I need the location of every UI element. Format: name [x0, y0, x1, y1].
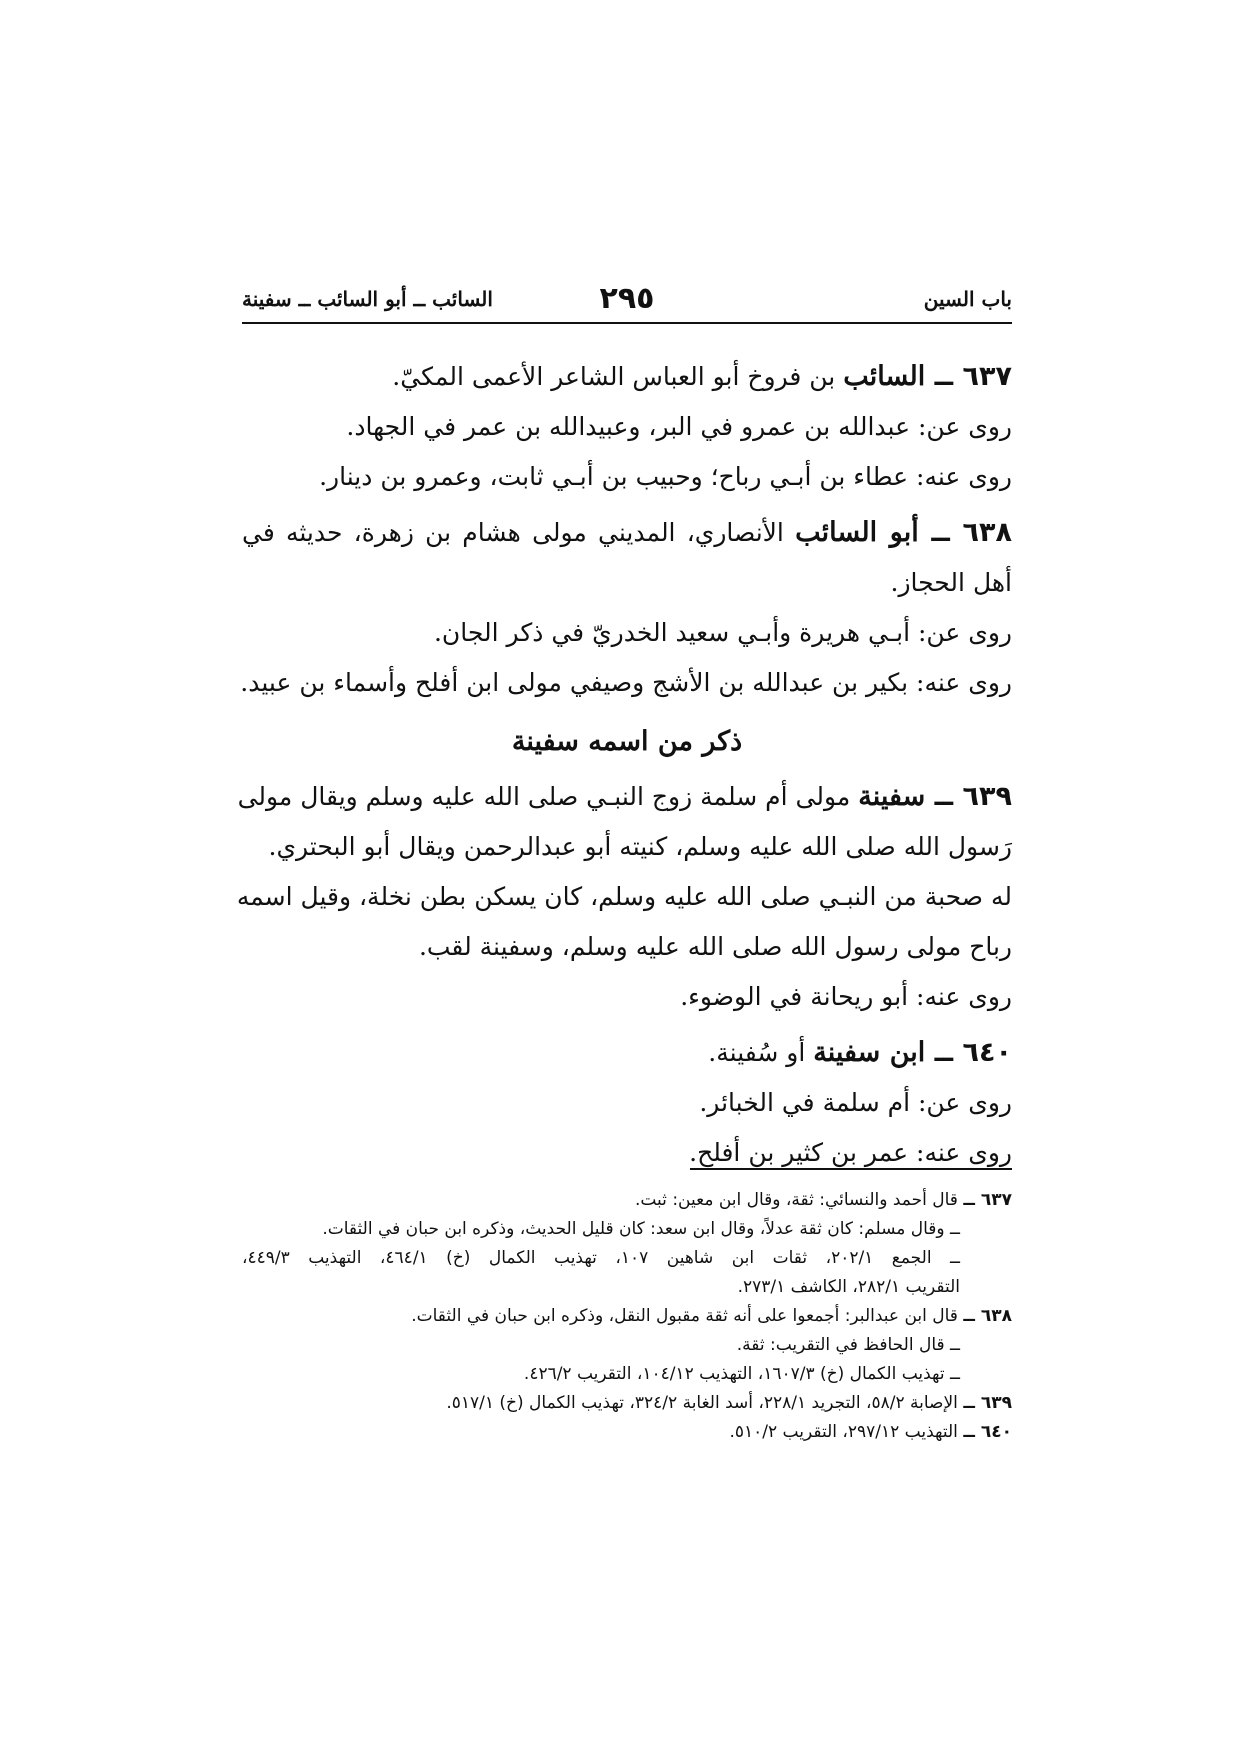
entry-text: بن فروخ أبو العباس الشاعر الأعمى المكيّ. [392, 362, 844, 391]
narrator-name: سفينة [858, 781, 926, 812]
entry-text: الأنصاري، المديني مولى هشام بن زهرة، حديثه في [242, 518, 796, 547]
footnotes [242, 1186, 1012, 1447]
footnote-rule [690, 1168, 1012, 1170]
footnote-line [242, 1244, 1012, 1273]
entry-line [242, 658, 1012, 708]
entry-text: روى عنه: بكير بن عبدالله بن الأشج وصيفي مولى ابن أفلح وأسماء بن عبيد. [240, 668, 1012, 697]
entry-line [242, 452, 1012, 502]
section-heading: ذكر من اسمه سفينة [511, 726, 743, 757]
entry-text: روى عن: أبـي هريرة وأبـي سعيد الخدريّ في ذكر الجان. [433, 618, 1012, 647]
entry-line [242, 558, 1012, 608]
chapter-title: باب السين [923, 287, 1012, 311]
entry-text: روى عن: أم سلمة في الخبائر. [699, 1088, 1012, 1117]
entry-line [242, 822, 1012, 872]
entry-line [242, 922, 1012, 972]
footnote-line [242, 1389, 1012, 1418]
running-head [242, 282, 1012, 324]
footnote-text: ــ وقال مسلم: كان ثقة عدلاً، وقال ابن سعد: كان قليل الحديث، وذكره ابن حبان في الثقات. [322, 1219, 960, 1239]
entry-line [242, 972, 1012, 1022]
entry-number: ٦٤٠ ــ [925, 1037, 1012, 1068]
entries-range: السائب ــ أبو السائب ــ سفينة [242, 287, 493, 311]
entry-text: أهل الحجاز. [890, 568, 1012, 597]
entry-line [242, 1078, 1012, 1128]
footnote-text: الإصابة ٥٨/٢، التجريد ٢٢٨/١، أسد الغابة ٣٢٤/٢، تهذيب الكمال (خ) ٥١٧/١. [446, 1393, 964, 1413]
entry-text: روى عنه: عطاء بن أبـي رباح؛ وحبيب بن أبـي ثابت، وعمرو بن دينار. [319, 462, 1012, 491]
narrator-name: ابن سفينة [813, 1037, 926, 1068]
footnote-text: ــ قال الحافظ في التقريب: ثقة. [736, 1335, 960, 1355]
entry-number: ٦٣٧ ــ [925, 361, 1012, 392]
entry-text: له صحبة من النبـي صلى الله عليه وسلم، كان يسكن بطن نخلة، وقيل اسمه [236, 882, 1012, 911]
entry-text: رَسول الله صلى الله عليه وسلم، كنيته أبو عبدالرحمن ويقال أبو البحتري. [268, 832, 1012, 861]
entry-line [242, 608, 1012, 658]
footnote-text: التقريب ٢٨٢/١، الكاشف ٢٧٣/١. [737, 1277, 960, 1297]
entry-heading-line [242, 352, 1012, 402]
main-text [236, 352, 1012, 1178]
entry-line [236, 872, 1012, 922]
footnote-number: ٦٤٠ ــ [963, 1422, 1012, 1442]
entry-text: روى عنه: أبو ريحانة في الوضوء. [680, 982, 1012, 1011]
entry-heading-line [242, 508, 1012, 558]
narrator-name: أبو السائب [795, 517, 919, 548]
footnote-text: ــ الجمع ٢٠٢/١، ثقات ابن شاهين ١٠٧، تهذيب الكمال (خ) ٤٦٤/١، التهذيب ٤٤٩/٣، [242, 1248, 960, 1268]
entry-number: ٦٣٨ ــ [918, 517, 1012, 548]
entry-text: رباح مولى رسول الله صلى الله عليه وسلم، وسفينة لقب. [418, 932, 1012, 961]
footnote-number: ٦٣٧ ــ [963, 1190, 1012, 1210]
footnote-line [242, 1273, 1012, 1302]
footnote-number: ٦٣٩ ــ [963, 1393, 1012, 1413]
footnote-text: التهذيب ٢٩٧/١٢، التقريب ٥١٠/٢. [729, 1422, 964, 1442]
entry-text: مولى أم سلمة زوج النبـي صلى الله عليه وسلم ويقال مولى [237, 782, 859, 811]
footnote-line [242, 1331, 1012, 1360]
entry-line [242, 402, 1012, 452]
footnote-number: ٦٣٨ ــ [963, 1306, 1012, 1326]
entry-text: أو سُفينة. [708, 1038, 814, 1067]
entry-heading-line [237, 772, 1012, 822]
footnote-text: قال ابن عبدالبر: أجمعوا على أنه ثقة مقبول النقل، وذكره ابن حبان في الثقات. [411, 1306, 964, 1326]
footnote-line [242, 1360, 1012, 1389]
footnote-line [242, 1186, 1012, 1215]
footnote-text: ــ تهذيب الكمال (خ) ١٦٠٧/٣، التهذيب ١٠٤/١٢، التقريب ٤٢٦/٢. [523, 1364, 960, 1384]
entry-heading-line [242, 1028, 1012, 1078]
footnote-text: قال أحمد والنسائي: ثقة، وقال ابن معين: ثبت. [634, 1190, 964, 1210]
footnote-line [242, 1418, 1012, 1447]
entry-line [242, 1128, 1012, 1178]
footnote-line [242, 1215, 1012, 1244]
page-number: ٢٩٥ [599, 281, 655, 316]
entry-text: روى عنه: عمر بن كثير بن أفلح. [689, 1138, 1012, 1167]
footnote-line [242, 1302, 1012, 1331]
entry-text: روى عن: عبدالله بن عمرو في البر، وعبيدالله بن عمر في الجهاد. [346, 412, 1012, 441]
narrator-name: السائب [843, 361, 926, 392]
entry-number: ٦٣٩ ــ [925, 781, 1012, 812]
